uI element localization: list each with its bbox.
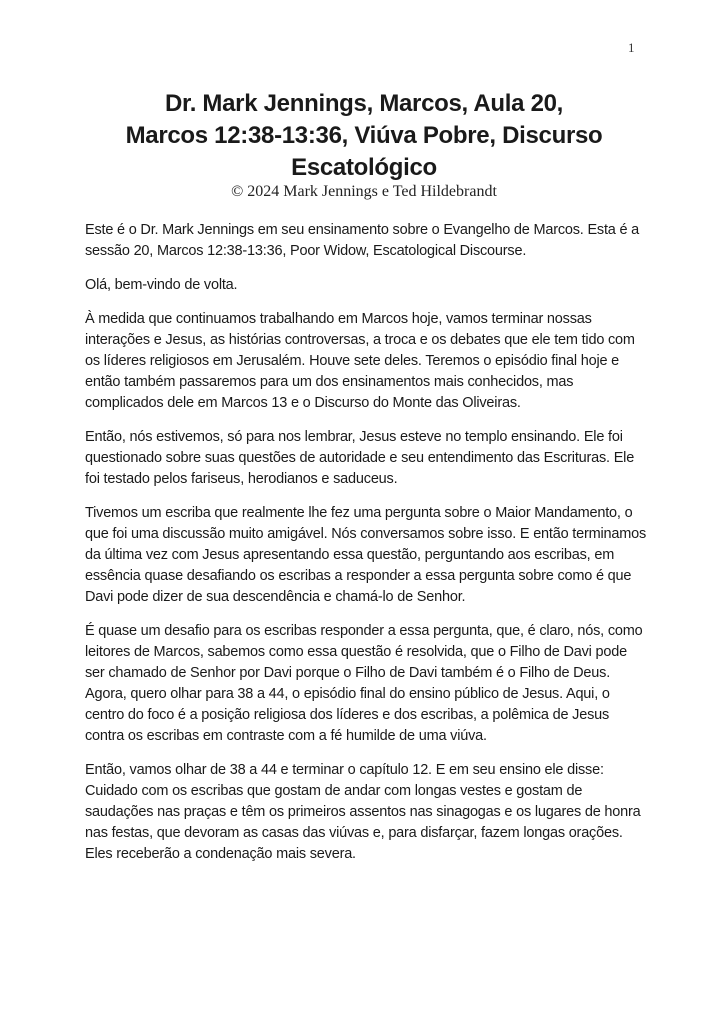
paragraph-intro: Este é o Dr. Mark Jennings em seu ensinamento sobre o Evangelho de Marcos. Esta é a sessão 20, Marcos 12:38-13:36, Poor Widow, Escatological Discourse.: [85, 222, 640, 259]
title-line-2: Marcos 12:38-13:36, Viúva Pobre, Discurso: [125, 122, 603, 149]
title-line-1: Dr. Mark Jennings, Marcos, Aula 20,: [164, 90, 564, 117]
paragraph-recap-temple: Então, nós estivemos, só para nos lembrar, Jesus esteve no templo ensinando. Ele foi questionado sobre suas questões de autoridade e seu entendimento das Escrituras. Ele foi testado pelos fariseus, herodianos e saduceus.: [85, 429, 635, 487]
paragraph-scribe-question: Tivemos um escriba que realmente lhe fez uma pergunta sobre o Maior Mandamento, o que foi uma discussão muito amigável. Nós conversamos sobre isso. E então terminamos da última vez com Jesus apresentando essa questão, perguntando aos escribas, em essência quase desafiando os escribas a responder a essa pergunta sobre como é que Davi pode dizer de sua descendência e chamá-lo de Senhor.: [85, 505, 647, 605]
paragraph-greeting: Olá, bem-vindo de volta.: [85, 277, 238, 293]
paragraph-beware-scribes: Então, vamos olhar de 38 a 44 e terminar o capítulo 12. E em seu ensino ele disse: Cuidado com os escribas que gostam de andar com longas vestes e gostam de saudações nas praças e têm os primeiros assentos nas sinagogas e os lugares de honra nas festas, que devoram as casas das viúvas e, para disfarçar, fazem longas orações. Eles receberão a condenação mais severa.: [85, 762, 641, 862]
document-body: [85, 220, 647, 878]
copyright-line: © 2024 Mark Jennings e Ted Hildebrandt: [231, 183, 497, 200]
title-line-3: Escatológico: [291, 154, 437, 181]
document-title: [85, 88, 643, 184]
paragraph-overview: À medida que continuamos trabalhando em Marcos hoje, vamos terminar nossas interações e Jesus, as histórias controversas, a troca e os debates que ele tem tido com os líderes religiosos em Jerusalém. Houve sete deles. Teremos o episódio final hoje e então também passaremos para um dos ensinamentos mais conhecidos, mas complicados dele em Marcos 13 e o Discurso do Monte das Oliveiras.: [85, 311, 635, 411]
paragraph-son-of-david: É quase um desafio para os escribas responder a essa pergunta, que, é claro, nós, como leitores de Marcos, sabemos como essa questão é resolvida, que o Filho de Davi pode ser chamado de Senhor por Davi porque o Filho de Davi também é o Filho de Deus. Agora, quero olhar para 38 a 44, o episódio final do ensino público de Jesus. Aqui, o centro do foco é a posição religiosa dos líderes e dos escribas, a polêmica de Jesus contra os escribas em contraste com a fé humilde de uma viúva.: [85, 623, 643, 744]
page-number: 1: [628, 40, 635, 55]
